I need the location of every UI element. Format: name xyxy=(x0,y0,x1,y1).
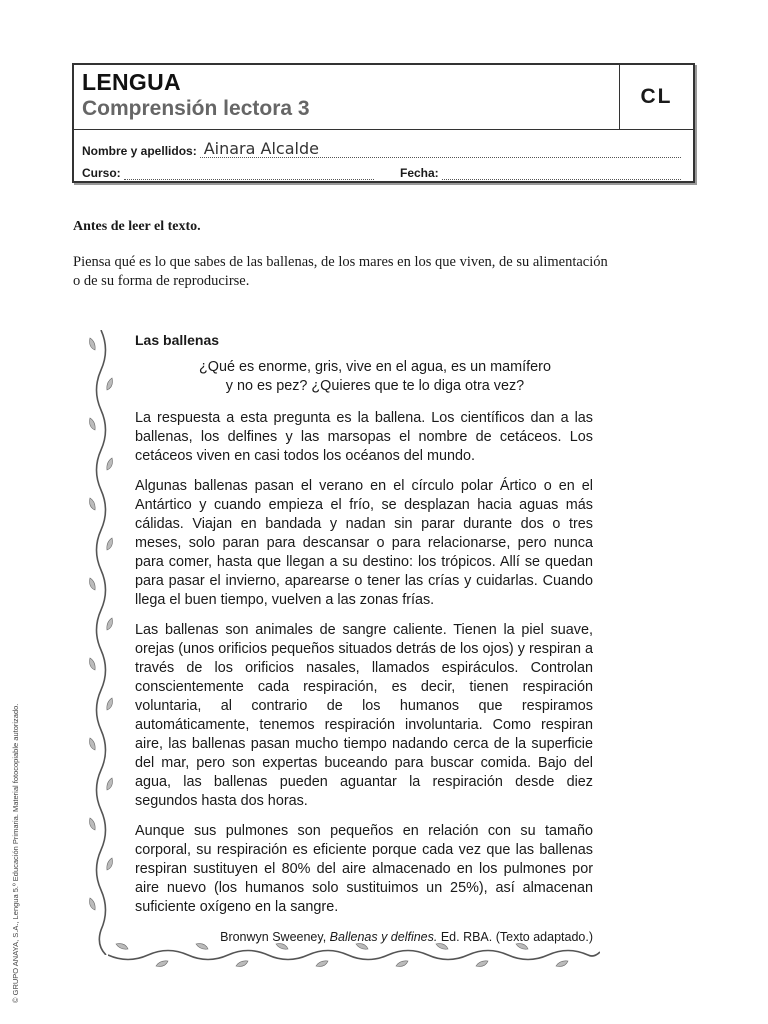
reading-text xyxy=(135,331,593,947)
worksheet-title: Comprensión lectora 3 xyxy=(82,97,310,120)
reading-title: Las ballenas xyxy=(135,332,220,348)
date-label: Fecha: xyxy=(400,166,439,180)
header-title-area xyxy=(74,65,693,130)
name-line[interactable] xyxy=(200,139,681,158)
name-field[interactable] xyxy=(82,136,681,158)
prereading-instructions: Piensa qué es lo que sabes de las ballenas, de los mares en los que viven, de su alimentación o de su forma de reproducirse. xyxy=(73,254,608,289)
date-field[interactable] xyxy=(400,165,681,180)
course-line[interactable] xyxy=(124,165,374,180)
credit-publisher: Ed. RBA. (Texto adaptado.) xyxy=(437,930,593,944)
source-credit xyxy=(135,928,593,947)
riddle-line: y no es pez? ¿Quieres que te lo diga otra vez? xyxy=(225,378,525,394)
vine-border-left xyxy=(86,330,116,955)
name-value: Ainara Alcalde xyxy=(203,139,319,158)
credit-book-title: Ballenas y delfines. xyxy=(329,930,438,944)
riddle-line: ¿Qué es enorme, gris, vive en el agua, es un mamífero xyxy=(199,359,551,375)
paragraph: Algunas ballenas pasan el verano en el círculo polar Ártico o en el Antártico y cuando empieza el frío, se desplazan hacia aguas más cálidas. Viajan en bandada y nadan sin parar durante dos o tres meses, solo paran para descansar o para relacionarse, pero nunca para comer, hasta que llegan a su destino: los trópicos. Allí se quedan para pasar el invierno, aparearse o tener las crías y cuidarlas. Cuando llega el buen tiempo, vuelven a las zonas frías. xyxy=(135,478,593,608)
paragraph: Aunque sus pulmones son pequeños en relación con su tamaño corporal, su respiración es eficiente porque cada vez que las ballenas respiran sustituyen el 80% del aire almacenado en los pulmones por aire nuevo (los humanos solo sustituimos un 25%), así almacenan suficiente oxígeno en la sangre. xyxy=(135,823,593,915)
course-field[interactable] xyxy=(82,165,374,180)
course-date-row xyxy=(82,162,681,180)
prereading-heading: Antes de leer el texto. xyxy=(73,219,201,234)
date-line[interactable] xyxy=(442,165,681,180)
paragraph: La respuesta a esta pregunta es la ballena. Los científicos dan a las ballenas, los delfines y las marsopas el nombre de cetáceos. Los cetáceos viven en casi todos los océanos del mundo. xyxy=(135,410,593,464)
credit-author: Bronwyn Sweeney, xyxy=(220,930,330,944)
riddle xyxy=(135,358,593,396)
section-code: CL xyxy=(619,65,693,129)
copyright-notice: © GRUPO ANAYA, S.A., Lengua 5.º Educación Primaria. Material fotocopiable autorizado. xyxy=(11,703,20,1003)
paragraph: Las ballenas son animales de sangre caliente. Tienen la piel suave, orejas (unos orificios pequeños situados detrás de los ojos) y respiran a través de los orificios nasales, llamados espiráculos. Controlan conscientemente cada respiración, es decir, tienen respiración voluntaria, al contrario de los humanos que respiramos automáticamente, tenemos respiración involuntaria. Como respiran aire, las ballenas pasan mucho tiempo nadando cerca de la superficie del mar, pero son expertas buceando para buscar comida. Bajo del agua, las ballenas pueden aguantar la respiración desde diez segundos hasta dos horas. xyxy=(135,622,593,809)
name-label: Nombre y apellidos: xyxy=(82,144,197,158)
header-box xyxy=(72,63,695,183)
subject-title: LENGUA xyxy=(82,69,181,95)
course-label: Curso: xyxy=(82,166,121,180)
